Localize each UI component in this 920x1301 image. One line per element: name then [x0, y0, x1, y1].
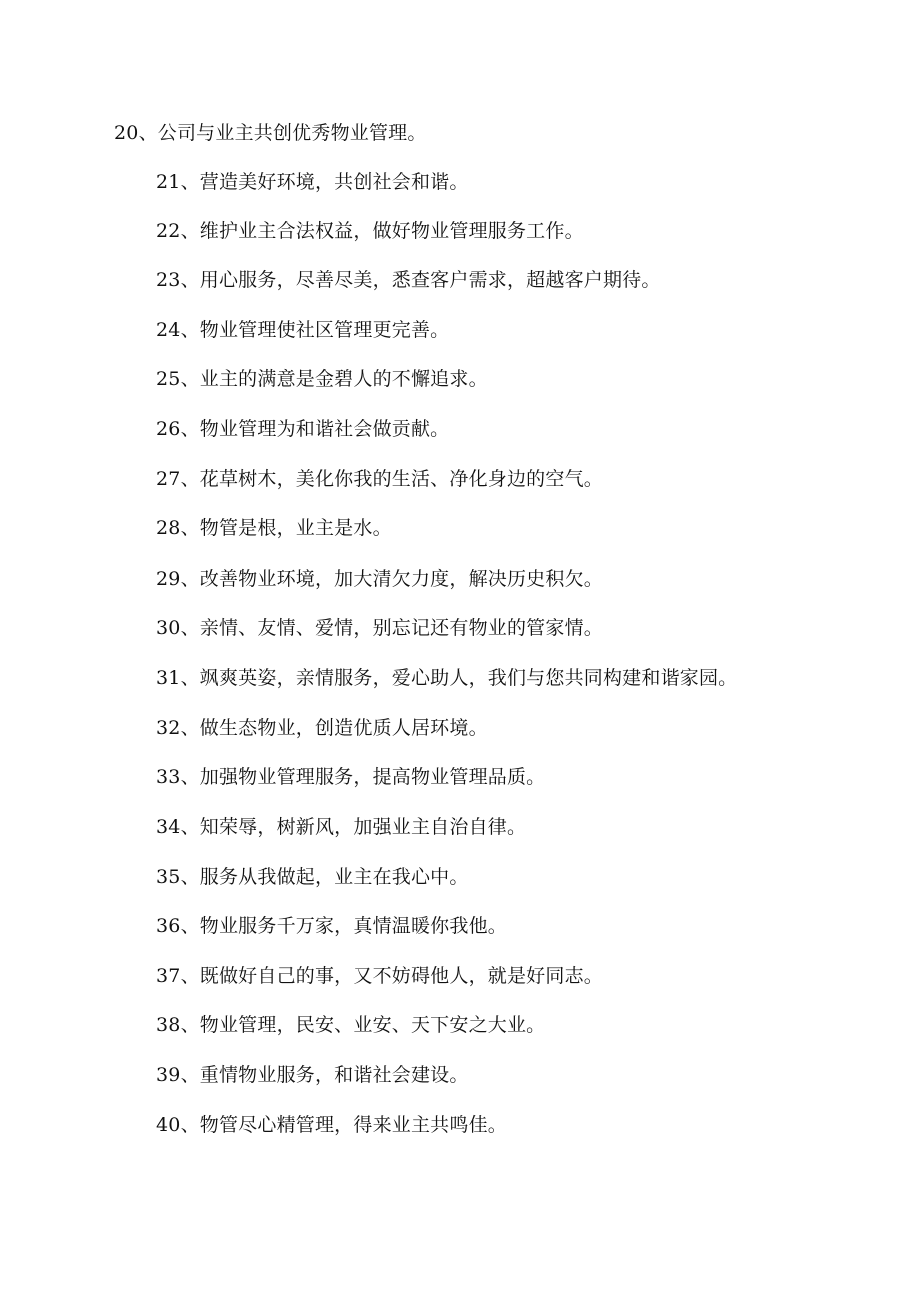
list-item: 37、既做好自己的事，又不妨碍他人，就是好同志。: [156, 965, 603, 987]
list-item: 26、物业管理为和谐社会做贡献。: [156, 418, 450, 440]
list-item: 33、加强物业管理服务，提高物业管理品质。: [156, 766, 546, 788]
list-item: 40、物管尽心精管理，得来业主共鸣佳。: [156, 1114, 507, 1136]
list-item: 34、知荣辱，树新风，加强业主自治自律。: [156, 816, 527, 838]
list-item: 27、花草树木，美化你我的生活、净化身边的空气。: [156, 468, 603, 490]
list-item: 25、业主的满意是金碧人的不懈追求。: [156, 368, 488, 390]
list-item: 31、飒爽英姿，亲情服务，爱心助人，我们与您共同构建和谐家园。: [156, 667, 738, 689]
list-item: 38、物业管理，民安、业安、天下安之大业。: [156, 1014, 546, 1036]
list-item: 36、物业服务千万家，真情温暖你我他。: [156, 915, 507, 937]
list-item: 22、维护业主合法权益，做好物业管理服务工作。: [156, 220, 584, 242]
list-item: 28、物管是根，业主是水。: [156, 517, 392, 539]
list-item: 39、重情物业服务，和谐社会建设。: [156, 1064, 469, 1086]
list-item: 30、亲情、友情、爱情，别忘记还有物业的管家情。: [156, 617, 603, 639]
list-item: 24、物业管理使社区管理更完善。: [156, 319, 450, 341]
list-item: 20、公司与业主共创优秀物业管理。: [114, 122, 427, 144]
list-item: 23、用心服务，尽善尽美，悉查客户需求，超越客户期待。: [156, 269, 661, 291]
list-item: 35、服务从我做起，业主在我心中。: [156, 866, 469, 888]
list-item: 21、营造美好环境，共创社会和谐。: [156, 171, 469, 193]
list-item: 29、改善物业环境，加大清欠力度，解决历史积欠。: [156, 568, 603, 590]
list-item: 32、做生态物业，创造优质人居环境。: [156, 717, 488, 739]
